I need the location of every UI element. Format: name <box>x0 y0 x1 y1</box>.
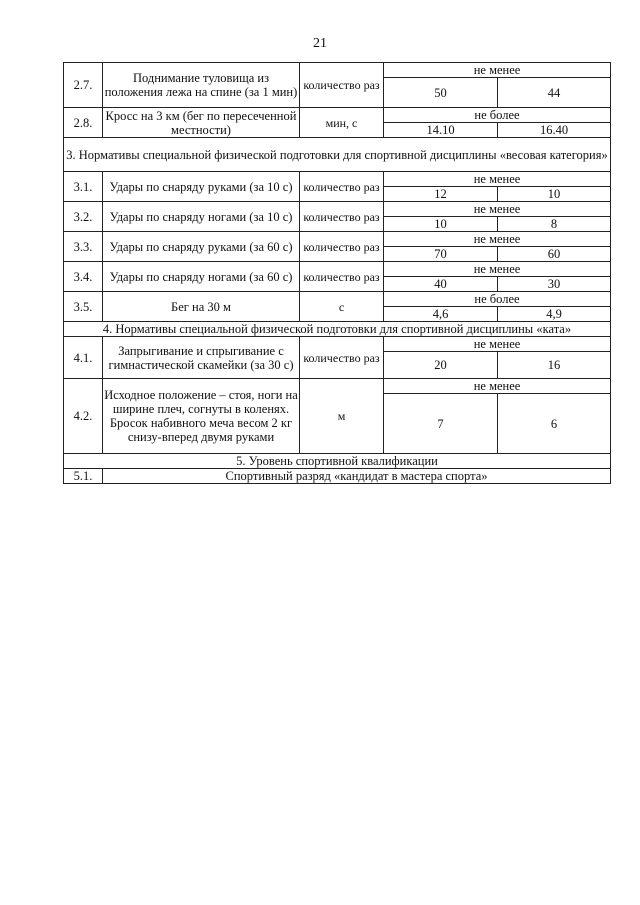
condition: не менее <box>384 262 611 277</box>
unit: количество раз <box>300 202 384 232</box>
condition: не более <box>384 108 611 123</box>
condition: не менее <box>384 379 611 394</box>
row-number: 3.5. <box>64 292 103 322</box>
unit: количество раз <box>300 232 384 262</box>
condition: не менее <box>384 63 611 78</box>
value-2: 16 <box>498 352 611 379</box>
value-2: 44 <box>498 78 611 108</box>
unit: количество раз <box>300 63 384 108</box>
page-number: 21 <box>313 36 327 51</box>
value-2: 6 <box>498 394 611 454</box>
row-number: 4.2. <box>64 379 103 454</box>
value-1: 7 <box>384 394 498 454</box>
table-row <box>64 172 611 187</box>
exercise-name: Поднимание туловища из положения лежа на спине (за 1 мин) <box>103 63 300 108</box>
value-1: 10 <box>384 217 498 232</box>
condition: не менее <box>384 172 611 187</box>
section-title: 3. Нормативы специальной физической подготовки для спортивной дисциплины «весовая категория» <box>64 138 611 172</box>
condition: не более <box>384 292 611 307</box>
row-number: 2.8. <box>64 108 103 138</box>
value-1: 50 <box>384 78 498 108</box>
value-1: 40 <box>384 277 498 292</box>
exercise-name: Удары по снаряду ногами (за 60 с) <box>103 262 300 292</box>
exercise-name: Удары по снаряду ногами (за 10 с) <box>103 202 300 232</box>
value-2: 8 <box>498 217 611 232</box>
row-number: 5.1. <box>64 469 103 484</box>
table-row <box>64 232 611 247</box>
value-2: 16.40 <box>498 123 611 138</box>
exercise-name: Кросс на 3 км (бег по пересеченной местности) <box>103 108 300 138</box>
exercise-name: Запрыгивание и спрыгивание с гимнастической скамейки (за 30 с) <box>103 337 300 379</box>
unit: количество раз <box>300 262 384 292</box>
value-1: 12 <box>384 187 498 202</box>
exercise-name: Исходное положение – стоя, ноги на ширине плеч, согнуты в коленях. Бросок набивного меча весом 2 кг снизу-вперед двумя руками <box>103 379 300 454</box>
row-number: 3.1. <box>64 172 103 202</box>
exercise-name: Удары по снаряду руками (за 10 с) <box>103 172 300 202</box>
unit: с <box>300 292 384 322</box>
table-row <box>64 108 611 123</box>
exercise-name: Бег на 30 м <box>103 292 300 322</box>
table-row <box>64 379 611 394</box>
value-1: 4,6 <box>384 307 498 322</box>
row-number: 2.7. <box>64 63 103 108</box>
value-2: 60 <box>498 247 611 262</box>
exercise-name: Удары по снаряду руками (за 60 с) <box>103 232 300 262</box>
condition: не менее <box>384 337 611 352</box>
row-number: 4.1. <box>64 337 103 379</box>
value-1: 70 <box>384 247 498 262</box>
table-row <box>64 292 611 307</box>
unit: количество раз <box>300 337 384 379</box>
value-2: 30 <box>498 277 611 292</box>
value-1: 20 <box>384 352 498 379</box>
table-row <box>64 337 611 352</box>
qualification-text: Спортивный разряд «кандидат в мастера спорта» <box>103 469 611 484</box>
value-2: 10 <box>498 187 611 202</box>
unit: м <box>300 379 384 454</box>
table-row <box>64 469 611 484</box>
section-title: 5. Уровень спортивной квалификации <box>64 454 611 469</box>
unit: мин, с <box>300 108 384 138</box>
section-title: 4. Нормативы специальной физической подготовки для спортивной дисциплины «ката» <box>64 322 611 337</box>
table-row <box>64 262 611 277</box>
row-number: 3.4. <box>64 262 103 292</box>
table-row <box>64 63 611 78</box>
standards-table <box>63 62 611 484</box>
row-number: 3.2. <box>64 202 103 232</box>
condition: не менее <box>384 232 611 247</box>
row-number: 3.3. <box>64 232 103 262</box>
value-2: 4,9 <box>498 307 611 322</box>
condition: не менее <box>384 202 611 217</box>
unit: количество раз <box>300 172 384 202</box>
value-1: 14.10 <box>384 123 498 138</box>
table-row <box>64 202 611 217</box>
